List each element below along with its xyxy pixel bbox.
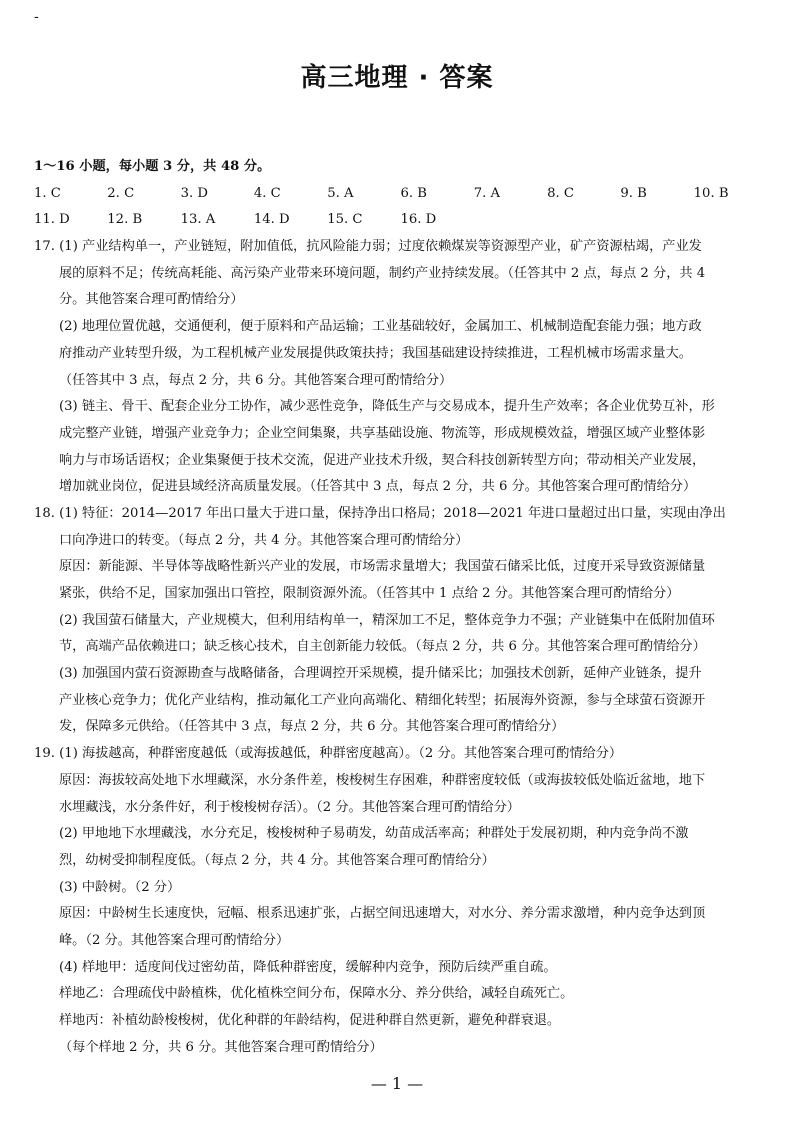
answer-content xyxy=(34,154,770,1061)
q19-line: 原因：海拔较高处地下水埋藏深，水分条件差，梭梭树生存困难，种群密度较低（或海拔较低处临近盆地，地下 xyxy=(59,772,706,788)
mc-answer: 11. D xyxy=(34,212,70,228)
q18-line: 紧张，供给不足，国家加强出口管控，限制资源外流。（任答其中 1 点给 2 分。其他答案合理可酌情给分） xyxy=(59,586,680,601)
q17-line: (2) 地理位置优越，交通便利，便于原料和产品运输；工业基础较好，金属加工、机械制造配套能力强；地方政 xyxy=(59,319,702,335)
page-title: 高三地理 · 答案 xyxy=(300,63,494,93)
q19-line: 样地乙：合理疏伐中龄植株，优化植株空间分布，保障水分、养分供给，减轻自疏死亡。 xyxy=(59,986,574,1002)
q17-line: (3) 链主、骨干、配套企业分工协作，减少恶性竞争，降低生产与交易成本，提升生产效率；各企业优势互补，形 xyxy=(59,399,715,415)
mc-answer: 9. B xyxy=(620,185,647,201)
mc-answer: 2. C xyxy=(107,185,135,201)
mc-answer: 4. C xyxy=(253,185,281,201)
mc-answer: 1. C xyxy=(34,185,61,201)
mc-answer-row-2 xyxy=(34,207,770,234)
q19-line: (3) 中龄树。（2 分） xyxy=(59,879,181,895)
mc-answer: 3. D xyxy=(180,185,208,201)
q19-line: 19. (1) 海拔越高，种群密度越低（或海拔越低，种群密度越高）。（2 分。其他答案合理可酌情给分） xyxy=(34,746,623,762)
mc-answer: 15. C xyxy=(327,212,363,228)
corner-mark: - xyxy=(34,9,39,25)
q17-line: 响力与市场话语权；企业集聚便于技术交流，促进产业技术升级，契合科技创新转型方向；带动相关产业发展， xyxy=(59,452,706,468)
q18-line: 产业核心竞争力；优化产业结构，推动氟化工产业向高端化、精细化转型；拓展海外资源，参与全球萤石资源开 xyxy=(59,692,706,708)
q18-line: 发，保障多元供给。（任答其中 3 点，每点 2 分，共 6 分。其他答案合理可酌情给分） xyxy=(59,719,565,735)
mc-answer: 16. D xyxy=(400,212,437,228)
q17-line: 分。其他答案合理可酌情给分） xyxy=(59,292,244,308)
q18-line: 18. (1) 特征：2014—2017 年出口量大于进口量，保持净出口格局；2018—2021 年进口量超过出口量，实现由净出 xyxy=(34,505,726,521)
page-number: — 1 — xyxy=(370,1074,424,1093)
q18-line: (2) 我国萤石储量大，产业规模大，但利用结构单一，精深加工不足，整体竞争力不强；产业链集中在低附加值环 xyxy=(59,612,715,628)
q17-line: 府推动产业转型升级，为工程机械产业发展提供政策扶持；我国基础建设持续推进，工程机械市场需求量大。 xyxy=(59,345,692,361)
mc-answer: 14. D xyxy=(253,212,290,228)
q19-line: (2) 甲地地下水埋藏浅，水分充足，梭梭树种子易萌发，幼苗成活率高；种群处于发展初期，种内竞争尚不激 xyxy=(59,826,689,842)
q17-line: 成完整产业链，增强产业竞争力；企业空间集聚，共享基础设施、物流等，形成规模效益，增强区域产业整体影 xyxy=(59,425,706,441)
q17-line: 展的原料不足；传统高耗能、高污染产业带来环境问题，制约产业持续发展。（任答其中 2 点，每点 2 分，共 4 xyxy=(59,265,706,281)
q17-line: 17. (1) 产业结构单一，产业链短，附加值低，抗风险能力弱；过度依赖煤炭等资源型产业，矿产资源枯竭，产业发 xyxy=(34,239,702,255)
mc-answer: 6. B xyxy=(400,185,427,201)
mc-answer: 13. A xyxy=(180,212,216,228)
mc-header: 1～16 小题，每小题 3 分，共 48 分。 xyxy=(34,159,271,174)
mc-answer: 10. B xyxy=(693,185,729,201)
q17-line: 增加就业岗位，促进县域经济高质量发展。（任答其中 3 点，每点 2 分，共 6 分。其他答案合理可酌情给分） xyxy=(59,479,697,495)
q19-line: 烈，幼树受抑制程度低。（每点 2 分，共 4 分。其他答案合理可酌情给分） xyxy=(59,852,495,868)
mc-answer: 7. A xyxy=(473,185,501,201)
q17-line: （任答其中 3 点，每点 2 分，共 6 分。其他答案合理可酌情给分） xyxy=(59,372,453,388)
q19-line: 原因：中龄树生长速度快，冠幅、根系迅速扩张，占据空间迅速增大，对水分、养分需求激增，种内竞争达到顶 xyxy=(59,906,706,922)
mc-answer: 12. B xyxy=(107,212,143,228)
q19-line: (4) 样地甲：适度间伐过密幼苗，降低种群密度，缓解种内竞争，预防后续严重自疏。 xyxy=(59,959,557,975)
q19-line: 水埋藏浅，水分条件好，利于梭梭树存活）。（2 分。其他答案合理可酌情给分） xyxy=(59,799,520,815)
q19-line: 峰。（2 分。其他答案合理可酌情给分） xyxy=(59,932,290,948)
q19-line: 样地丙：补植幼龄梭梭树，优化种群的年龄结构，促进种群自然更新，避免种群衰退。 xyxy=(59,1013,561,1028)
q18-line: 原因：新能源、半导体等战略性新兴产业的发展，市场需求量增大；我国萤石储采比低，过度开采导致资源储量 xyxy=(59,559,706,575)
mc-answer-row-1 xyxy=(34,181,770,208)
q18-line: 节，高端产品依赖进口；缺乏核心技术，自主创新能力较低。（每点 2 分，共 6 分。其他答案合理可酌情给分） xyxy=(59,639,706,655)
q18-line: 口向净进口的转变。（每点 2 分，共 4 分。其他答案合理可酌情给分） xyxy=(59,532,469,548)
mc-answer: 5. A xyxy=(327,185,354,201)
q18-line: (3) 加强国内萤石资源勘查与战略储备，合理调控开采规模，提升储采比；加强技术创新，延伸产业链条，提升 xyxy=(59,666,702,682)
q19-line: （每个样地 2 分，共 6 分。其他答案合理可酌情给分） xyxy=(59,1039,383,1055)
mc-answer: 8. C xyxy=(547,185,574,201)
